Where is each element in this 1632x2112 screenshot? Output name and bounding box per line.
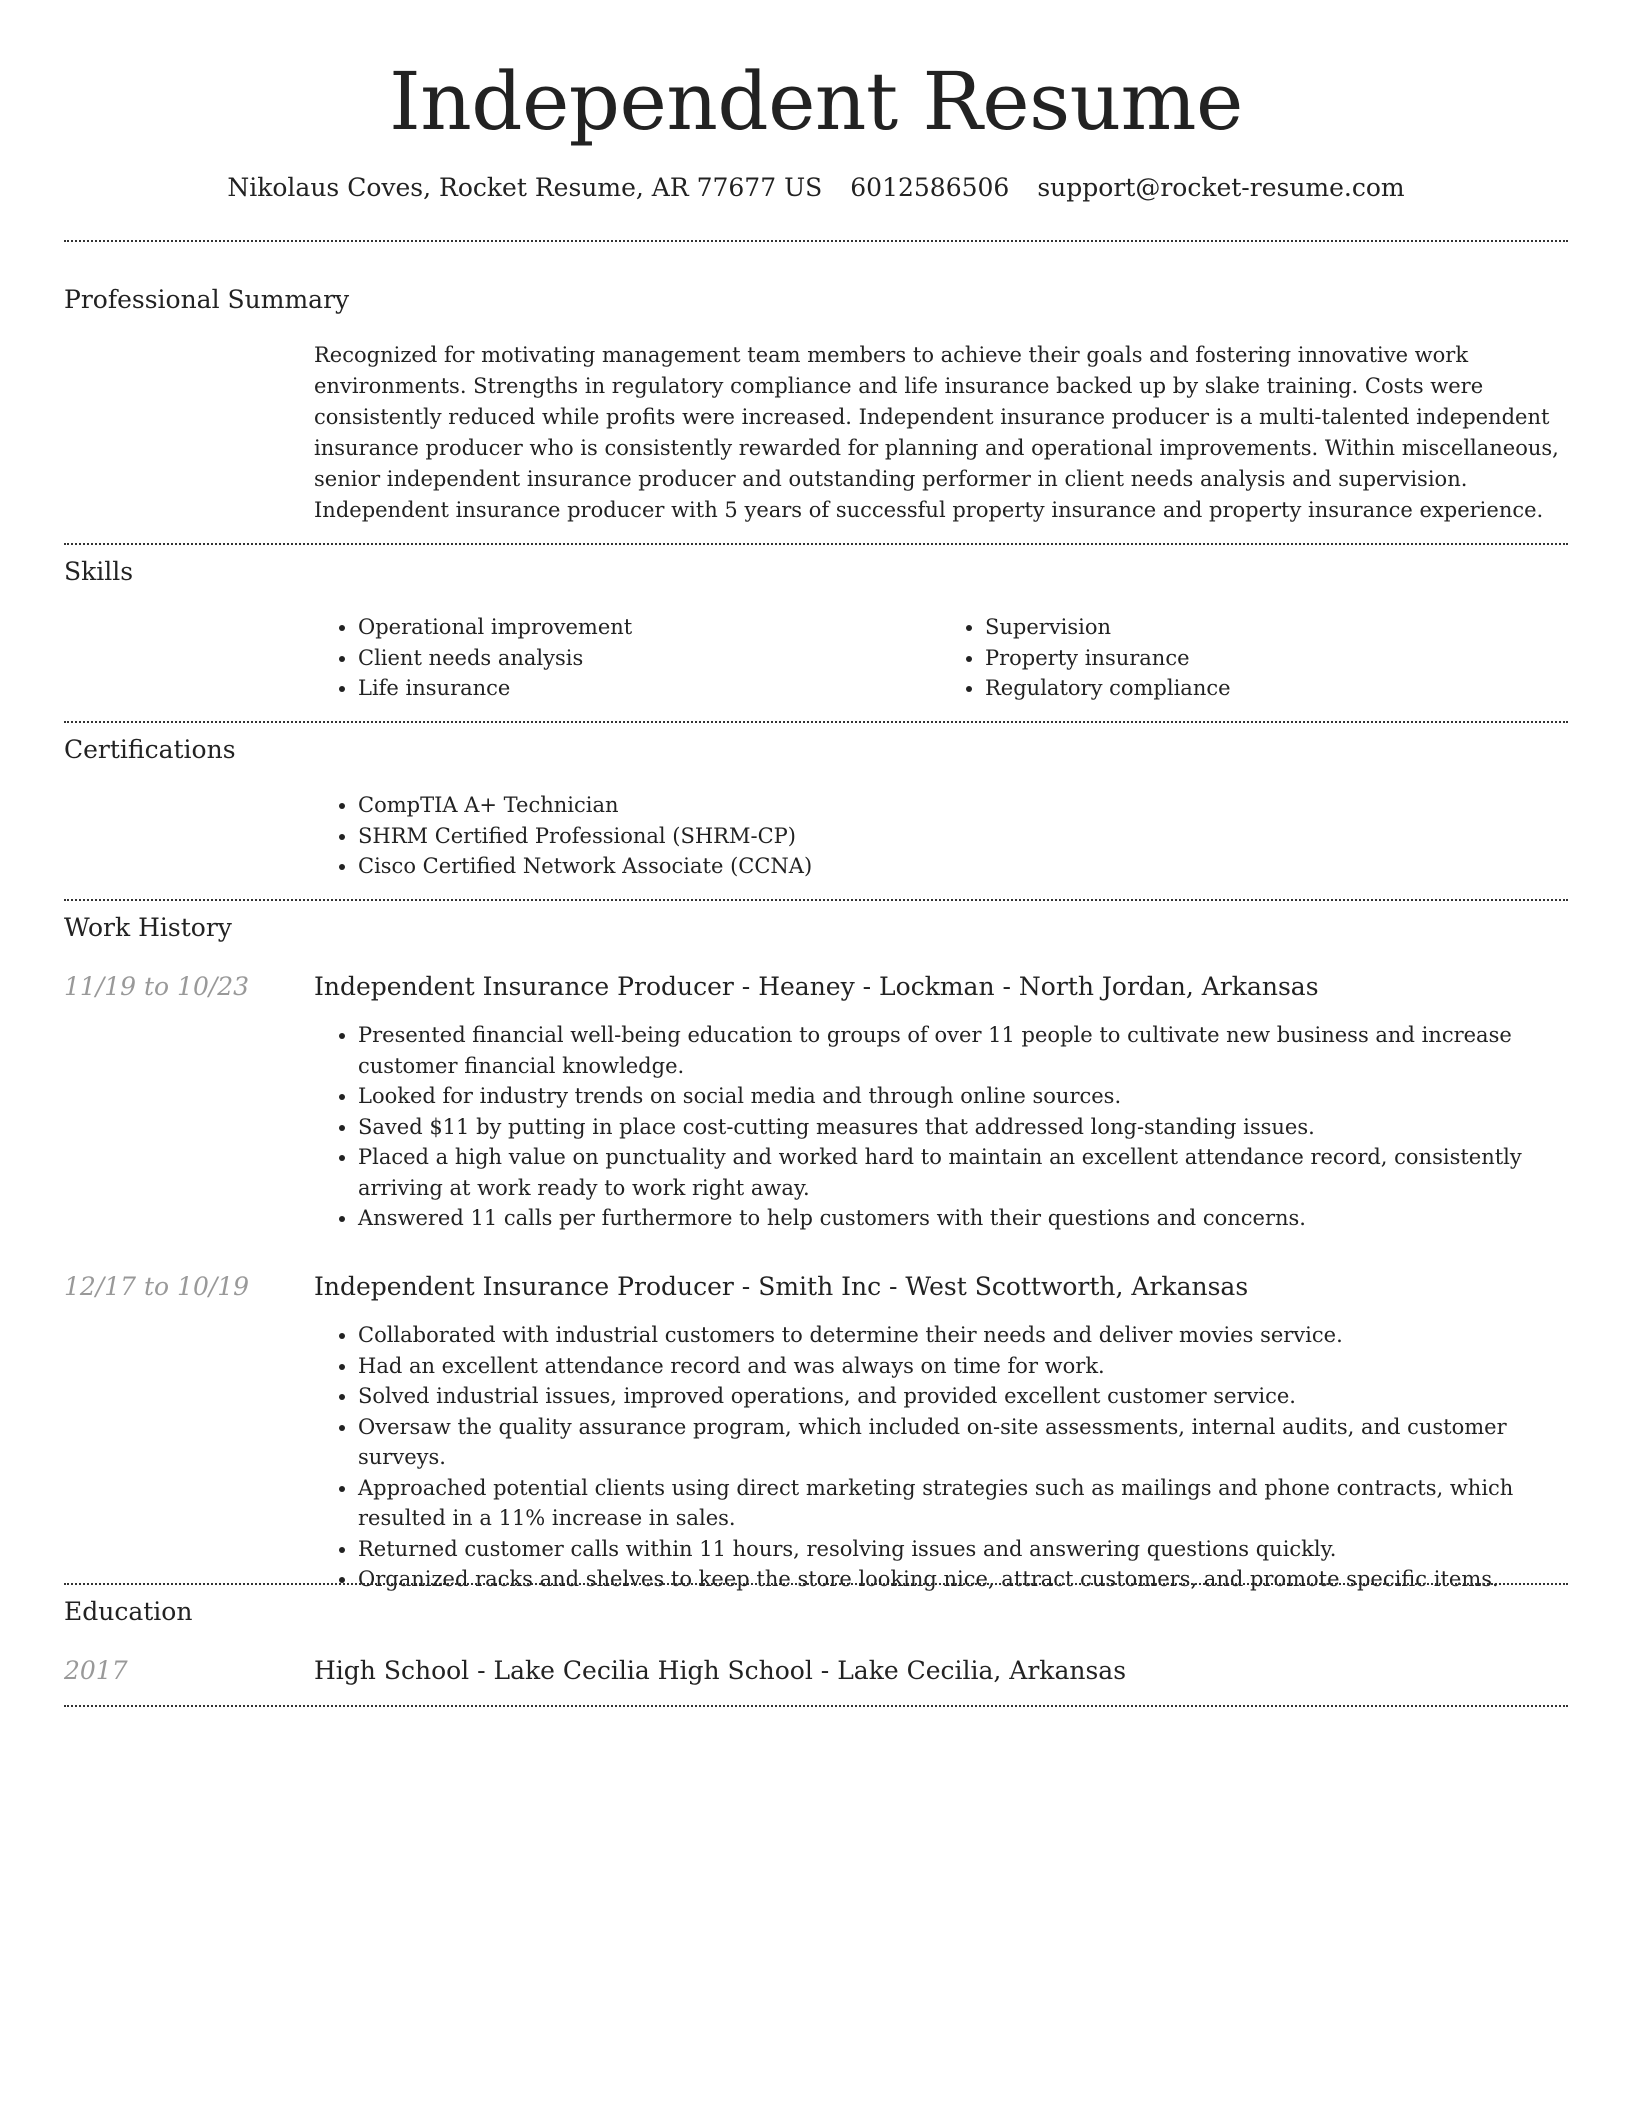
certifications-section (314, 790, 1568, 882)
certifications-list (314, 790, 1568, 882)
job-bullet: • Organized racks and shelves to keep the store looking nice, attract customers, and promote specific items. (358, 1564, 1568, 1595)
section-divider (64, 1583, 1568, 1585)
skills-section (314, 612, 1568, 704)
job-bullet: • Solved industrial issues, improved operations, and provided excellent customer service. (358, 1381, 1568, 1412)
summary-section (314, 340, 1568, 526)
education-heading-line: High School - Lake Cecilia High School - Lake Cecilia, Arkansas (314, 1656, 1127, 1685)
section-divider (64, 721, 1568, 723)
skills-heading: Skills (64, 557, 134, 586)
contact-address: Nikolaus Coves, Rocket Resume, AR 77677 US (227, 173, 823, 202)
skills-list-left (314, 612, 941, 704)
job-bullets (314, 1320, 1568, 1595)
job-bullet: • Presented financial well-being education to groups of over 11 people to cultivate new business and increase customer financial knowledge. (358, 1020, 1568, 1081)
job-bullet: • Placed a high value on punctuality and worked hard to maintain an excellent attendance record, consistently arriving at work ready to work right away. (358, 1142, 1568, 1203)
job-bullet: • Oversaw the quality assurance program, which included on-site assessments, internal audits, and customer surveys. (358, 1412, 1568, 1473)
contact-phone: 6012586506 (850, 173, 1010, 202)
job-bullet: • Had an excellent attendance record and was always on time for work. (358, 1351, 1568, 1382)
skill-item: • Supervision (985, 612, 1568, 643)
job-bullet: • Looked for industry trends on social media and through online sources. (358, 1081, 1568, 1112)
job-bullet: • Answered 11 calls per furthermore to help customers with their questions and concerns. (358, 1203, 1568, 1234)
section-divider (64, 1705, 1568, 1707)
summary-text: Recognized for motivating management team members to achieve their goals and fostering innovative work environments. Strengths in regulatory compliance and life insurance backed up by slake training. Costs were consistently reduced while profits were increased. Independent insurance producer is a multi-talented independent insurance producer who is consistently rewarded for planning and operational improvements. Within miscellaneous, senior independent insurance producer and outstanding performer in client needs analysis and supervision. Independent insurance producer with 5 years of successful property insurance and property insurance experience. (314, 343, 1559, 522)
contact-email: support@rocket-resume.com (1037, 173, 1405, 202)
certifications-heading: Certifications (64, 735, 236, 764)
job-dates: 11/19 to 10/23 (64, 972, 250, 1001)
section-divider (64, 543, 1568, 545)
section-divider (64, 240, 1568, 242)
contact-line (64, 171, 1568, 205)
certification-item: • SHRM Certified Professional (SHRM-CP) (358, 821, 1568, 852)
skill-item: • Property insurance (985, 643, 1568, 674)
job-bullet: • Collaborated with industrial customers to determine their needs and deliver movies service. (358, 1320, 1568, 1351)
skill-item: • Client needs analysis (358, 643, 941, 674)
job-bullets-section (314, 1320, 1568, 1595)
work-history-heading: Work History (64, 913, 232, 942)
job-bullets (314, 1020, 1568, 1234)
job-bullet: • Returned customer calls within 11 hours, resolving issues and answering questions quickly. (358, 1534, 1568, 1565)
job-bullets-section (314, 1020, 1568, 1234)
job-bullet: • Saved $11 by putting in place cost-cutting measures that addressed long-standing issues. (358, 1112, 1568, 1143)
certification-item: • CompTIA A+ Technician (358, 790, 1568, 821)
skills-grid (314, 612, 1568, 704)
job-heading: Independent Insurance Producer - Heaney - Lockman - North Jordan, Arkansas (314, 972, 1319, 1001)
job-bullet: • Approached potential clients using direct marketing strategies such as mailings and phone contracts, which resulted in a 11% increase in sales. (358, 1473, 1568, 1534)
certification-item: • Cisco Certified Network Associate (CCNA) (358, 851, 1568, 882)
education-year: 2017 (64, 1656, 128, 1685)
education-heading: Education (64, 1597, 193, 1626)
resume-title: Independent Resume (389, 55, 1243, 148)
summary-heading: Professional Summary (64, 285, 350, 314)
job-heading: Independent Insurance Producer - Smith Inc - West Scottworth, Arkansas (314, 1272, 1249, 1301)
skill-item: • Regulatory compliance (985, 673, 1568, 704)
job-dates: 12/17 to 10/19 (64, 1272, 250, 1301)
section-divider (64, 899, 1568, 901)
skill-item: • Life insurance (358, 673, 941, 704)
skill-item: • Operational improvement (358, 612, 941, 643)
skills-list-right (941, 612, 1568, 704)
